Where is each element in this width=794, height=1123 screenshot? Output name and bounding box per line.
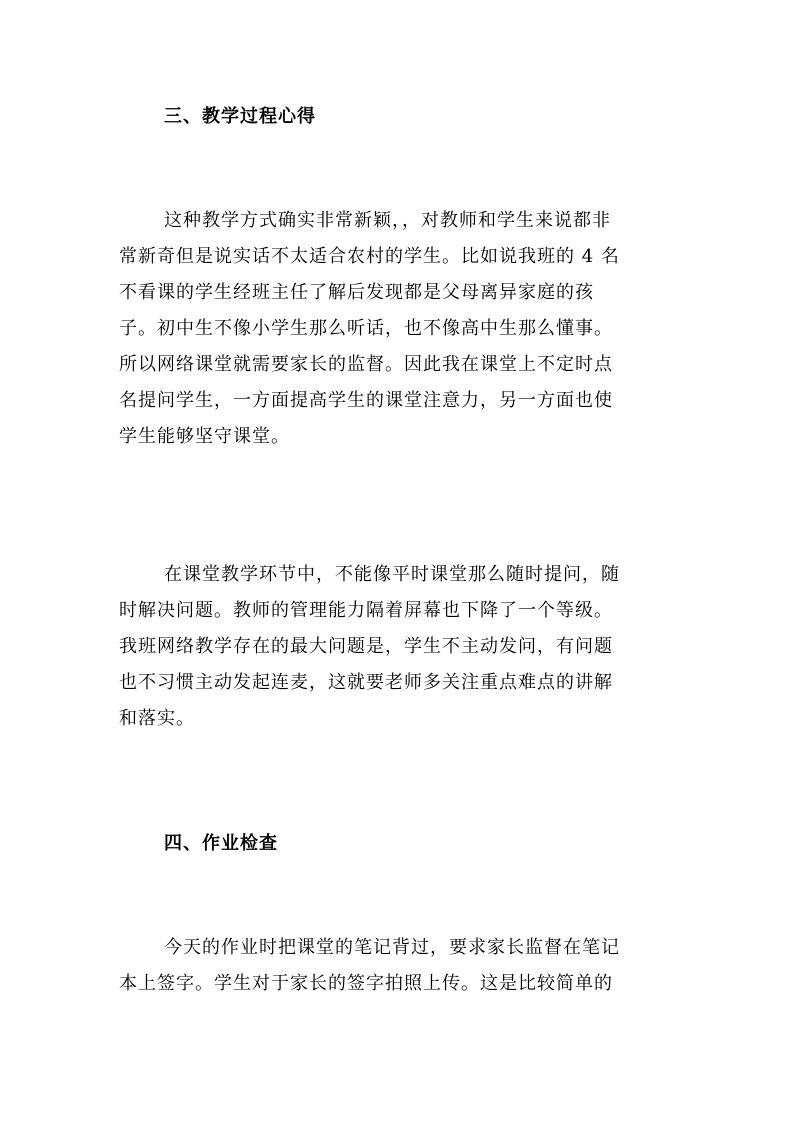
paragraph-line: 和落实。 <box>119 708 195 729</box>
paragraph-line: 子。初中生不像小学生那么听话，也不像高中生那么懂事。 <box>119 318 613 339</box>
paragraph-line: 常新奇但是说实话不太适合农村的学生。比如说我班的 4 名 <box>119 246 620 267</box>
paragraph-line: 这种教学方式确实非常新颖，，对教师和学生来说都非 <box>164 210 611 231</box>
paragraph-line: 名提问学生，一方面提高学生的课堂注意力，另一方面也使 <box>119 390 613 411</box>
paragraph-homework <box>119 930 675 1002</box>
paragraph-line: 所以网络课堂就需要家长的监督。因此我在课堂上不定时点 <box>119 354 613 375</box>
paragraph-line: 不看课的学生经班主任了解后发现都是父母离异家庭的孩 <box>119 282 594 303</box>
paragraph-line: 时解决问题。教师的管理能力隔着屏幕也下降了一个等级。 <box>119 600 613 621</box>
section-heading-teaching-process: 三、教学过程心得 <box>164 106 316 127</box>
paragraph-teaching-method <box>119 203 675 455</box>
paragraph-line: 学生能够坚守课堂。 <box>119 426 290 447</box>
section-heading-homework-check: 四、作业检查 <box>164 833 278 854</box>
paragraph-line: 也不习惯主动发起连麦，这就要老师多关注重点难点的讲解 <box>119 672 613 693</box>
paragraph-line: 本上签字。学生对于家长的签字拍照上传。这是比较简单的 <box>119 973 613 994</box>
paragraph-line: 今天的作业时把课堂的笔记背过，要求家长监督在笔记 <box>164 937 620 958</box>
paragraph-classroom-interaction <box>119 557 675 737</box>
paragraph-line: 在课堂教学环节中，不能像平时课堂那么随时提问，随 <box>164 564 620 585</box>
paragraph-line: 我班网络教学存在的最大问题是，学生不主动发问，有问题 <box>119 636 613 657</box>
